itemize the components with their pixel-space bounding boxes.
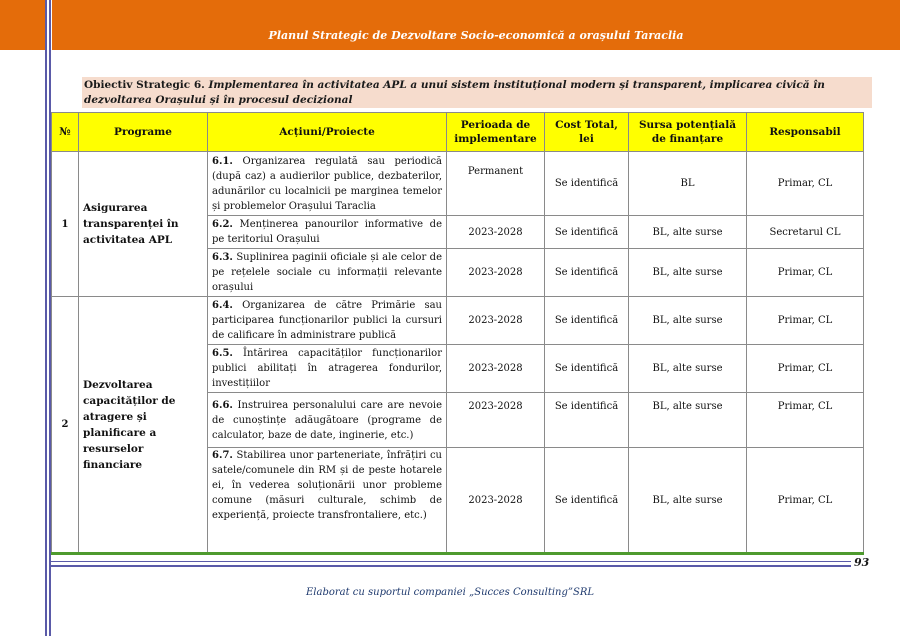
action-cell [208, 448, 447, 553]
period-cell: 2023-2028 [447, 448, 545, 553]
footer-rule [51, 561, 851, 562]
col-header-responsible: Responsabil [747, 113, 864, 152]
source-cell: BL [629, 152, 747, 216]
source-cell: BL, alte surse [629, 448, 747, 553]
header-corner-band [0, 0, 45, 50]
period-cell: 2023-2028 [447, 249, 545, 297]
cost-cell: Se identifică [545, 216, 629, 249]
period-cell: 2023-2028 [447, 216, 545, 249]
action-code: 6.1. [212, 155, 233, 167]
group-number: 2 [52, 297, 79, 553]
left-margin-rule [45, 0, 47, 636]
period-cell: Permanent [447, 152, 545, 216]
cost-cell: Se identifică [545, 345, 629, 393]
action-plan-table [51, 112, 864, 553]
action-text: Organizarea regulată sau periodică (după caz) a audierilor publice, dezbaterilor, adunărilor cu localnicii pe marginea temelor și problemelor Orașului Taraclia [212, 155, 442, 212]
document-title: Planul Strategic de Dezvoltare Socio-economică a orașului Taraclia [268, 29, 684, 42]
period-cell: 2023-2028 [447, 345, 545, 393]
footer-rule-double [51, 565, 851, 567]
strategic-objective-heading [82, 77, 872, 108]
responsible-cell: Primar, CL [747, 345, 864, 393]
group-number: 1 [52, 152, 79, 297]
source-cell: BL, alte surse [629, 216, 747, 249]
cost-cell: Se identifică [545, 297, 629, 345]
source-cell: BL, alte surse [629, 297, 747, 345]
cost-cell: Se identifică [545, 249, 629, 297]
col-header-period: Perioada de implementare [447, 113, 545, 152]
action-text: Întărirea capacităților funcționarilor publici abilitați în atragerea fondurilor, investițiilor [212, 348, 442, 389]
responsible-cell: Primar, CL [747, 297, 864, 345]
action-text: Instruirea personalului care are nevoie de cunoștințe adăugătoare (programe de calculator, baze de date, inginerie, etc.) [212, 399, 442, 441]
action-cell [208, 345, 447, 393]
col-header-actions: Acțiuni/Proiecte [208, 113, 447, 152]
source-cell: BL, alte surse [629, 345, 747, 393]
responsible-cell: Primar, CL [747, 152, 864, 216]
responsible-cell: Secretarul CL [747, 216, 864, 249]
col-header-programs: Programe [79, 113, 208, 152]
table-row [52, 152, 864, 216]
action-code: 6.6. [212, 399, 233, 411]
objective-label: Obiectiv Strategic 6. [84, 79, 209, 91]
footer-credit: Elaborat cu suportul companiei „Succes Consulting”SRL [305, 587, 595, 598]
action-text: Stabilirea unor parteneriate, înfrățiri cu satele/comunele din RM și de peste hotarele ei, în vederea soluționării unor probleme comune (măsuri culturale, schimb de experiență, proiecte transfrontaliere, etc.) [212, 450, 442, 521]
action-cell [208, 152, 447, 216]
col-header-number: № [52, 113, 79, 152]
action-text: Suplinirea paginii oficiale și ale celor de pe rețelele sociale cu informații relevante orașului [212, 252, 442, 293]
action-cell [208, 393, 447, 448]
action-cell [208, 297, 447, 345]
period-cell: 2023-2028 [447, 393, 545, 448]
page-number: 93 [854, 556, 870, 569]
responsible-cell: Primar, CL [747, 249, 864, 297]
period-cell: 2023-2028 [447, 297, 545, 345]
program-name: Dezvoltarea capacităților de atragere și planificare a resurselor financiare [79, 297, 208, 553]
responsible-cell: Primar, CL [747, 448, 864, 553]
action-text: Menținerea panourilor informative de pe teritoriul Orașului [212, 219, 442, 245]
cost-cell: Se identifică [545, 448, 629, 553]
source-cell: BL, alte surse [629, 249, 747, 297]
table-bottom-rule [51, 552, 864, 555]
col-header-cost: Cost Total, lei [545, 113, 629, 152]
action-text: Organizarea de către Primărie sau participarea funcționarilor publici la cursuri de calificare în administrare publică [212, 300, 442, 341]
source-cell: BL, alte surse [629, 393, 747, 448]
action-code: 6.2. [212, 219, 233, 230]
header-band [52, 0, 900, 50]
program-name: Asigurarea transparenței în activitatea APL [79, 152, 208, 297]
cost-cell: Se identifică [545, 152, 629, 216]
action-code: 6.5. [212, 348, 233, 359]
cost-cell: Se identifică [545, 393, 629, 448]
objective-text: Implementarea în activitatea APL a unui sistem instituțional modern și transparent, implicarea civică în dezvoltarea Orașului și în procesul decizional [84, 79, 825, 106]
action-code: 6.7. [212, 450, 233, 461]
col-header-funding-source: Sursa potențială de finanțare [629, 113, 747, 152]
responsible-cell: Primar, CL [747, 393, 864, 448]
table-header-row [52, 113, 864, 152]
action-code: 6.4. [212, 300, 233, 311]
action-cell [208, 249, 447, 297]
action-cell [208, 216, 447, 249]
table-row [52, 297, 864, 345]
action-code: 6.3. [212, 252, 233, 263]
